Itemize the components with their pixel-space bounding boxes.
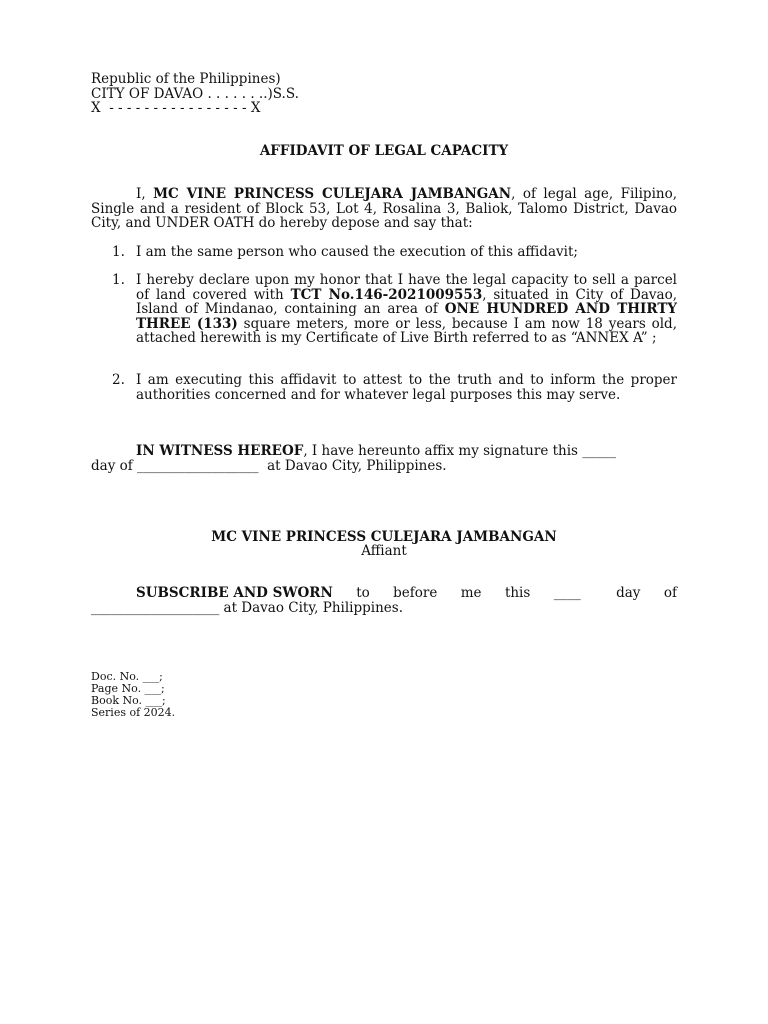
- intro-paragraph: [91, 187, 677, 231]
- witness-bold: IN WITNESS HEREOF: [136, 443, 304, 459]
- sworn-bold: SUBSCRIBE AND SWORN: [136, 585, 333, 601]
- footer-book-no: Book No. ___;: [91, 694, 166, 707]
- item-text: [136, 273, 677, 346]
- header-separator: X - - - - - - - - - - - - - - - - X: [91, 100, 261, 116]
- witness-line-1: [91, 444, 677, 459]
- witness-line-2: day of __________________ at Davao City, Philippines.: [91, 457, 447, 474]
- sworn-word: ____: [553, 585, 581, 601]
- document-header: [91, 72, 299, 116]
- witness-text: , I have hereunto affix my signature this _____: [303, 443, 617, 459]
- intro-rest: , of legal age, Filipino, Single and a resident of Block 53, Lot 4, Rosalina 3, Baliok, Talomo District, Davao City, and UNDER OATH do hereby depose and say that:: [91, 186, 677, 231]
- sworn-word: day: [616, 585, 641, 601]
- notarial-footer: [91, 671, 175, 719]
- sworn-line-1: [91, 586, 677, 601]
- signature-role: Affiant: [361, 543, 407, 559]
- land-area: ONE HUNDRED AND THIRTY THREE (133): [136, 301, 677, 332]
- tct-number: TCT No.146-2021009553: [290, 286, 483, 303]
- footer-doc-no: Doc. No. ___;: [91, 670, 163, 683]
- list-item: [112, 373, 677, 402]
- list-item: [112, 245, 677, 260]
- sworn-word: this: [504, 585, 531, 601]
- footer-series: Series of 2024.: [91, 706, 176, 719]
- item-text: I am the same person who caused the execution of this affidavit;: [136, 244, 578, 260]
- item-text-part: square meters, more or less, because I am now 18 years old, attached herewith is my Certificate of Live Birth referred to as “ANNEX A” ;: [136, 315, 677, 346]
- intro-prefix: I,: [136, 186, 154, 202]
- header-city: CITY OF DAVAO . . . . . . ..)S.S.: [91, 85, 299, 102]
- sworn-word: before: [393, 585, 438, 601]
- witness-paragraph: [91, 444, 677, 473]
- sworn-line-2: ___________________ at Davao City, Philippines.: [91, 599, 403, 616]
- item-text: I am executing this affidavit to attest to the truth and to inform the proper authorities concerned and for whatever legal purposes this may serve.: [136, 372, 677, 403]
- document-title: AFFIDAVIT OF LEGAL CAPACITY: [259, 143, 509, 159]
- sworn-word: me: [460, 585, 482, 601]
- item-text-part: , situated in City of Davao, Island of Mindanao, containing an area of: [136, 286, 678, 317]
- affiant-name: MC VINE PRINCESS CULEJARA JAMBANGAN: [153, 186, 512, 202]
- footer-page-no: Page No. ___;: [91, 682, 165, 695]
- signature-name: MC VINE PRINCESS CULEJARA JAMBANGAN: [211, 529, 557, 545]
- item-text-part: I hereby declare upon my honor that I have the legal capacity to sell a parcel of land covered with: [136, 272, 677, 303]
- item-number: 1.: [112, 272, 125, 288]
- sworn-word: to: [356, 585, 370, 601]
- list-item: [112, 273, 677, 346]
- item-number: 1.: [112, 244, 125, 260]
- header-republic: Republic of the Philippines): [91, 71, 281, 87]
- sworn-paragraph: [91, 586, 677, 615]
- sworn-word: of: [663, 585, 677, 601]
- item-number: 2.: [112, 372, 125, 388]
